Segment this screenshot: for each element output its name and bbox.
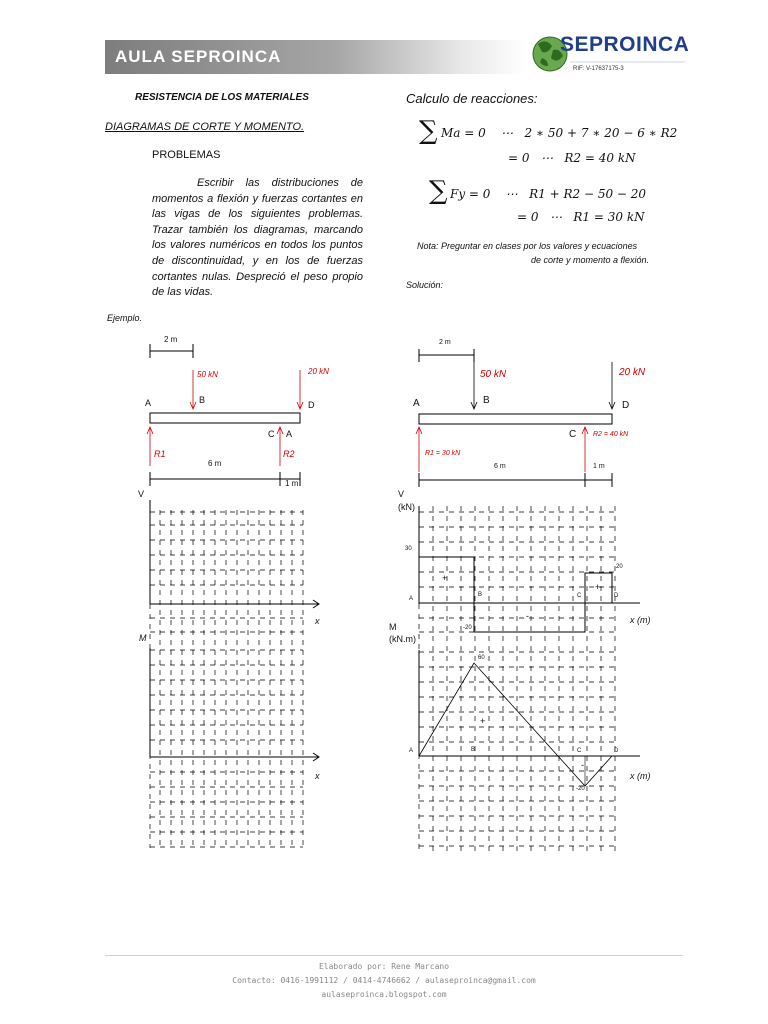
logo-rif: RIF: V-17637175-3 (573, 66, 624, 72)
right-v-axis-unit: (kN) (398, 502, 415, 512)
right-m-axis-label: M (389, 622, 397, 632)
left-v-axis-label: V (138, 489, 145, 499)
footer-divider (105, 955, 683, 956)
right-v-point-c: C (577, 593, 582, 599)
right-v-axis-label: V (398, 489, 405, 499)
right-m-sign-minus: - (581, 760, 584, 770)
footer-blog-link[interactable]: aulaseproinca.blogspot.com (321, 990, 447, 999)
doc-subtitle: DIAGRAMAS DE CORTE Y MOMENTO. (105, 121, 305, 133)
right-v-point-a: A (409, 596, 414, 602)
doc-title: RESISTENCIA DE LOS MATERIALES (135, 92, 309, 103)
sigma-2: ∑ (429, 176, 448, 206)
right-point-d: D (622, 400, 630, 411)
right-m-axis-unit: (kN.m) (389, 634, 416, 644)
right-v-sign-plus: + (442, 573, 448, 583)
right-m-point-a: A (409, 748, 414, 754)
left-m-axis-label: M (139, 633, 147, 643)
right-reaction-r1: R1 = 30 kN (425, 450, 461, 457)
left-point-a: A (145, 398, 152, 408)
right-m-x-label: x (m) (630, 771, 651, 781)
note-line-1: Nota: Preguntar en clases por los valores y ecuaciones (417, 241, 638, 251)
right-load-50: 50 kN (480, 369, 507, 380)
right-m-sign-plus: + (480, 716, 486, 726)
right-v-sign-plus-2: + (595, 582, 601, 592)
right-v-point-d: D (614, 593, 619, 599)
right-beam-diagram (416, 349, 640, 786)
footer-author: Elaborado por: Rene Marcano (318, 962, 450, 971)
logo-text: SEPROINCA (560, 33, 690, 56)
solution-label: Solución: (406, 280, 444, 290)
left-dim-2m: 2 m (164, 335, 178, 344)
left-m-x-label: x (315, 771, 320, 781)
right-m-point-b: B (471, 747, 476, 753)
footer-contact: Contacto: 0416-1991112 / 0414-4746662 / aulaseproinca@gmail.com (232, 976, 536, 985)
problem-statement: Escribir las distribuciones de momentos a flexión y fuerzas cortantes en las vigas de los siguientes problemas. Trazar también los diagramas, marcando los valores numéricos en todos los puntos de discontinuidad, y en los de fuerzas cortantes nulas. Despreció el peso propio de las vidas. (152, 177, 363, 299)
header-title: AULA SEPROINCA (115, 47, 282, 66)
left-reaction-r2: R2 (283, 449, 295, 459)
right-point-c: C (569, 429, 577, 440)
equation-forces-result: = 0 ⋯ R1 = 30 kN (517, 210, 645, 224)
right-v-x-label: x (m) (630, 615, 651, 625)
right-load-20: 20 kN (619, 367, 646, 378)
right-m-point-d: D (614, 748, 619, 754)
right-grid (419, 506, 615, 852)
equation-moment-result: = 0 ⋯ R2 = 40 kN (508, 151, 636, 165)
left-load-20: 20 kN (308, 367, 329, 376)
left-point-d: D (308, 400, 315, 410)
shear-negative-bc (474, 603, 585, 632)
equation-forces: Fy = 0 ⋯ R1 + R2 − 50 − 20 (450, 187, 647, 201)
right-point-a: A (413, 398, 420, 409)
left-v-x-label: x (315, 616, 320, 626)
left-grid (150, 510, 303, 848)
right-m-value-neg20: -20 (576, 786, 585, 792)
example-label: Ejemplo. (107, 313, 143, 323)
left-point-b: B (199, 395, 206, 405)
right-point-b: B (483, 395, 490, 406)
right-v-value-20: 20 (616, 564, 623, 570)
left-beam-diagram (147, 344, 319, 761)
left-dim-1m: 1 m (285, 479, 299, 488)
right-dim-6m: 6 m (494, 463, 506, 470)
right-dim-2m: 2 m (439, 339, 451, 346)
left-point-c: C (268, 429, 275, 439)
right-v-value-30: 30 (405, 546, 412, 552)
left-load-50: 50 kN (197, 370, 218, 379)
right-v-sign-minus: - (526, 611, 529, 621)
right-reaction-r2: R2 = 40 kN (593, 431, 629, 438)
equation-moment: Ma = 0 ⋯ 2 ∗ 50 + 7 ∗ 20 − 6 ∗ R2 (441, 126, 678, 140)
note-line-2: de corte y momento a flexión. (531, 255, 650, 265)
left-dim-6m: 6 m (208, 459, 222, 468)
right-m-point-c: C (577, 748, 582, 754)
right-m-value-60: 60 (478, 655, 485, 661)
left-point-a2: A (286, 429, 293, 439)
right-v-value-neg20: -20 (463, 625, 472, 631)
right-dim-1m: 1 m (593, 463, 605, 470)
section-heading: PROBLEMAS (152, 149, 221, 161)
sigma-1: ∑ (419, 116, 438, 146)
right-v-point-b: B (478, 592, 483, 598)
calc-title: Calculo de reacciones: (406, 91, 538, 106)
left-reaction-r1: R1 (154, 449, 166, 459)
